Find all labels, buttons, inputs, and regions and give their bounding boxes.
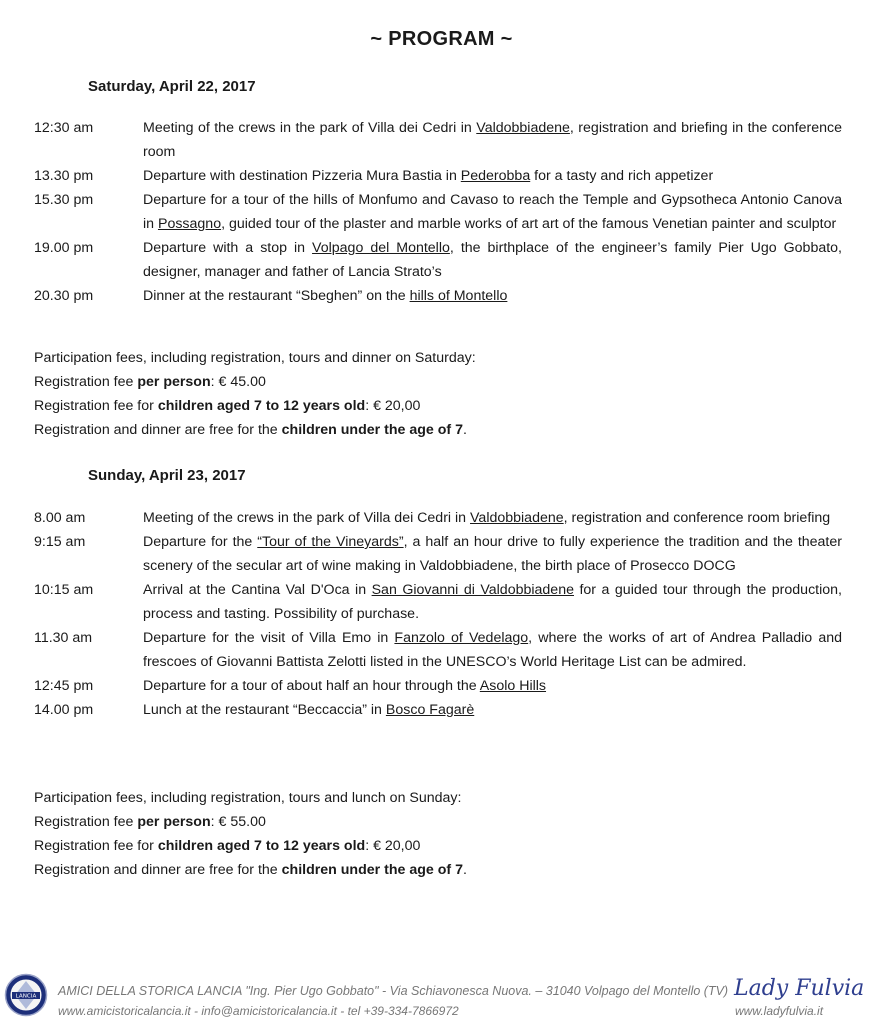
schedule-time: 12:30 am [34,120,94,136]
fee-line: Registration and dinner are free for the children under the age of 7. [34,422,467,438]
schedule-row [34,674,842,698]
schedule-time: 10:15 am [34,582,94,598]
schedule-row [34,164,842,188]
place-link[interactable]: Possagno [157,216,222,232]
place-link[interactable]: Fanzolo of Vedelago [394,630,529,646]
saturday-heading: Saturday, April 22, 2017 [88,78,256,95]
sunday-schedule [34,506,842,722]
lancia-logo-icon [4,973,48,1017]
svg-text:LANCIA: LANCIA [15,993,37,1000]
fees-intro: Participation fees, including registration, tours and dinner on Saturday: [34,350,476,366]
fees-intro: Participation fees, including registration, tours and lunch on Sunday: [34,790,462,806]
schedule-time: 11.30 am [34,630,93,646]
footer-contacts[interactable]: www.amicistoricalancia.it - info@amicistoricalancia.it - tel +39-334-7866972 [58,1004,459,1018]
place-link[interactable]: Bosco Fagarè [385,702,475,718]
schedule-row [34,188,842,236]
schedule-time: 15.30 pm [34,192,94,208]
schedule-description: Dinner at the restaurant “Sbeghen” on the hills of Montello [143,288,508,304]
schedule-row [34,698,842,722]
schedule-description: Departure with destination Pizzeria Mura Bastia in Pederobba for a tasty and rich appetizer [143,168,714,184]
schedule-time: 8.00 am [34,510,86,526]
footer-site-link[interactable]: www.ladyfulvia.it [735,1004,824,1018]
schedule-description: Lunch at the restaurant “Beccaccia” in Bosco Fagarè [143,702,475,718]
place-link[interactable]: Volpago del Montello [312,240,450,256]
fee-line: Registration fee for children aged 7 to 12 years old: € 20,00 [34,838,421,854]
page-title: ~ PROGRAM ~ [370,28,513,50]
lady-fulvia-signature: Lady Fulvia [734,976,865,1001]
place-link[interactable]: San Giovanni di Valdobbiadene [371,582,574,598]
place-link[interactable]: hills of Montello [409,288,508,304]
schedule-description: Departure for a tour of the hills of Monfumo and Cavaso to reach the Temple and Gypsotheca Antonio Canova in Possagno, guided tour of the plaster and marble works of art art of the famous Venetian painter and sculptor [143,192,842,232]
saturday-schedule [34,116,842,308]
place-link[interactable]: Valdobbiadene [470,510,564,526]
sunday-heading: Sunday, April 23, 2017 [88,467,246,484]
fee-line: Registration fee for children aged 7 to 12 years old: € 20,00 [34,398,421,414]
schedule-time: 20.30 pm [34,288,94,304]
fee-line: Registration fee per person: € 45.00 [34,374,266,390]
schedule-time: 14.00 pm [34,702,94,718]
saturday-fees [34,346,842,442]
schedule-row [34,506,842,530]
schedule-description: Departure with a stop in Volpago del Montello, the birthplace of the engineer’s family Pier Ugo Gobbato, designer, manager and father of Lancia Strato’s [143,240,842,280]
schedule-description: Meeting of the crews in the park of Villa dei Cedri in Valdobbiadene, registration and conference room briefing [143,510,831,526]
schedule-row [34,116,842,164]
place-link[interactable]: “Tour of the Vineyards” [257,534,404,550]
footer-address: AMICI DELLA STORICA LANCIA "Ing. Pier Ugo Gobbato" - Via Schiavonesca Nuova. – 31040 Volpago del Montello (TV) [58,984,729,998]
fee-line: Registration and dinner are free for the children under the age of 7. [34,862,467,878]
schedule-description: Arrival at the Cantina Val D'Oca in San Giovanni di Valdobbiadene for a guided tour through the production, process and tasting. Possibility of purchase. [143,582,842,622]
schedule-row [34,236,842,284]
schedule-description: Departure for the “Tour of the Vineyards”, a half an hour drive to fully experience the tradition and the theater scenery of the secular art of wine making in Valdobbiadene, the birth place of Prosecco DOCG [143,534,842,574]
place-link[interactable]: Asolo Hills [479,678,547,694]
schedule-description: Departure for a tour of about half an hour through the Asolo Hills [143,678,547,694]
schedule-row [34,530,842,578]
schedule-time: 13.30 pm [34,168,94,184]
schedule-row [34,578,842,626]
sunday-fees [34,786,842,882]
place-link[interactable]: Pederobba [460,168,531,184]
schedule-time: 12:45 pm [34,678,94,694]
schedule-time: 9:15 am [34,534,86,550]
schedule-time: 19.00 pm [34,240,94,256]
schedule-row [34,284,842,308]
fee-line: Registration fee per person: € 55.00 [34,814,266,830]
footer [0,970,883,1024]
schedule-description: Departure for the visit of Villa Emo in Fanzolo of Vedelago, where the works of art of Andrea Palladio and frescoes of Giovanni Battista Zelotti listed in the UNESCO’s World Heritage List can be admired. [143,630,842,670]
place-link[interactable]: Valdobbiadene [476,120,570,136]
schedule-description: Meeting of the crews in the park of Villa dei Cedri in Valdobbiadene, registration and briefing in the conference room [143,120,842,160]
schedule-row [34,626,842,674]
